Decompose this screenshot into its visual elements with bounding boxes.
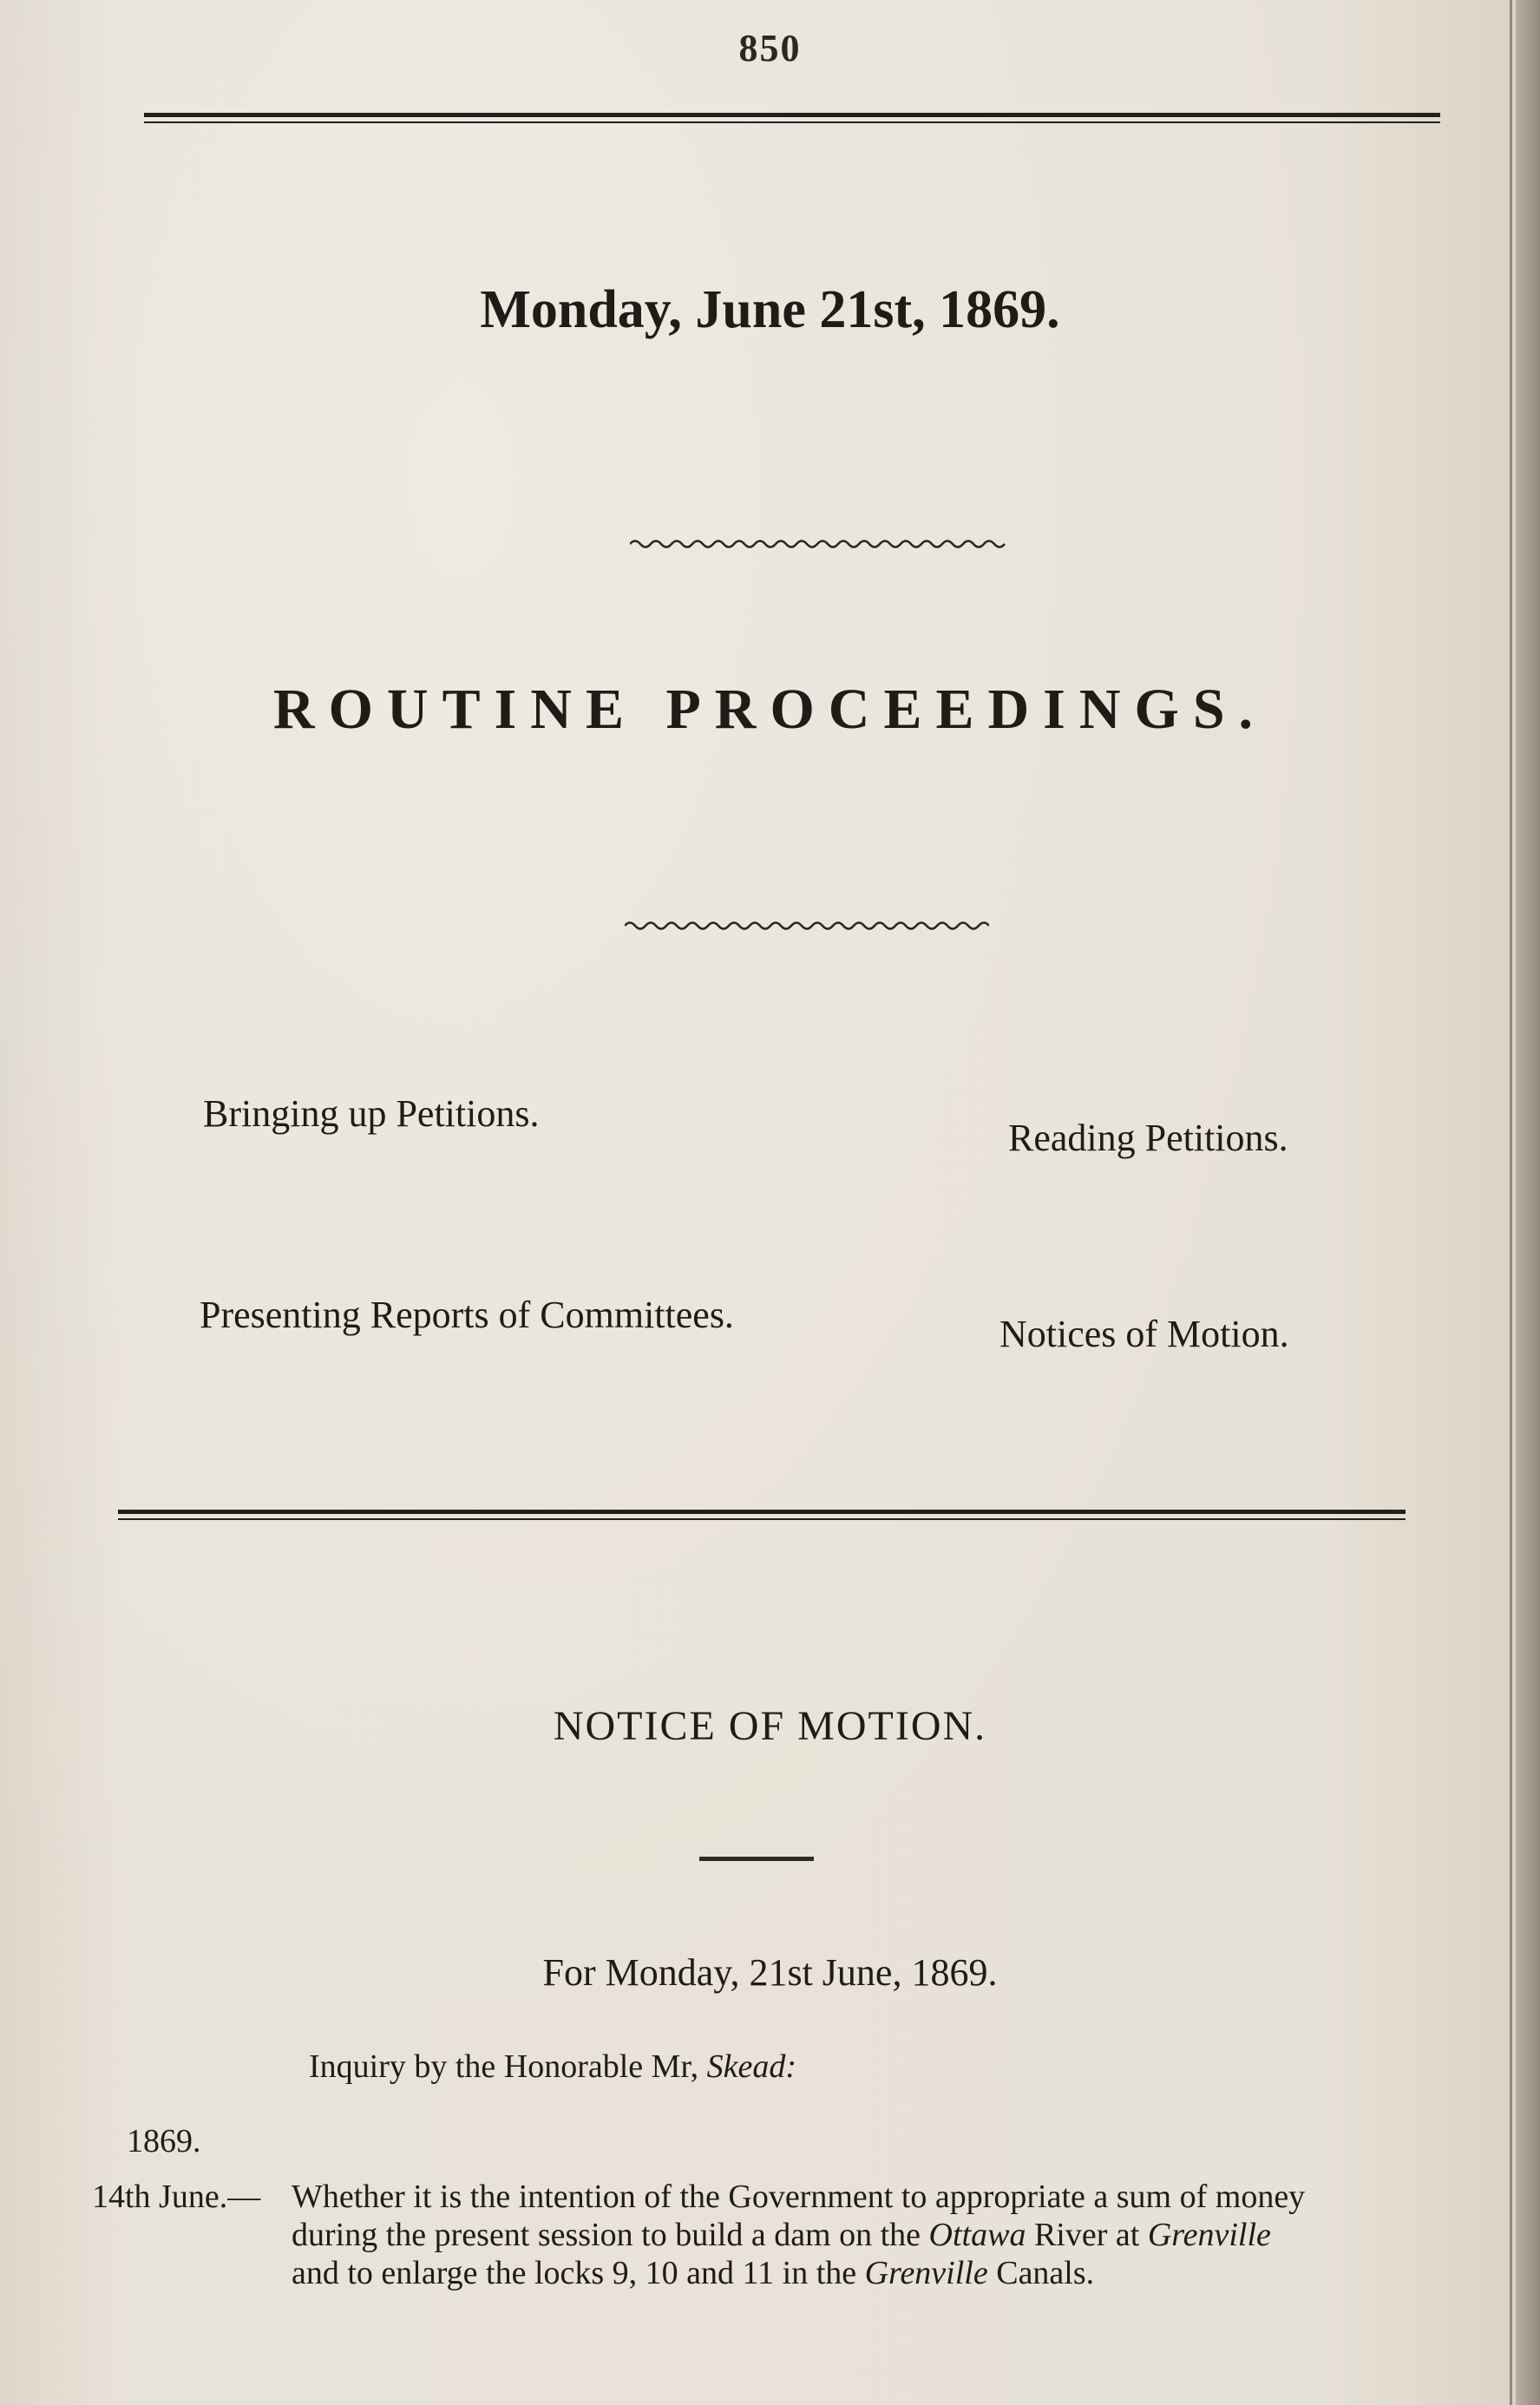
wavy-divider-middle: [625, 918, 989, 934]
entry-line-1: Whether it is the intention of the Government to appropriate a sum of money: [292, 2179, 1306, 2215]
notice-of-motion-title: NOTICE OF MOTION.: [553, 1703, 987, 1749]
routine-proceedings-title: ROUTINE PROCEEDINGS.: [272, 678, 1268, 741]
item-reading-petitions: Reading Petitions.: [1008, 1117, 1288, 1159]
entry-place: Grenville: [1147, 2217, 1271, 2253]
entry-year: 1869.: [127, 2123, 201, 2159]
top-double-rule: [144, 113, 1440, 125]
item-bringing-up-petitions: Bringing up Petitions.: [203, 1092, 540, 1135]
entry-line-3: [292, 2254, 1411, 2292]
entry-line-2b-text: River at: [1033, 2217, 1140, 2253]
date-heading: Monday, June 21st, 1869.: [480, 280, 1060, 339]
page-edge-shadow: [1516, 0, 1540, 2405]
short-rule: [699, 1857, 814, 1861]
inquiry-member: Skead:: [706, 2048, 796, 2085]
entry-canal: Grenville: [864, 2255, 988, 2291]
item-presenting-reports: Presenting Reports of Committees.: [200, 1294, 734, 1336]
page-edge-line: [1510, 0, 1512, 2405]
entry-line-3-text: and to enlarge the locks 9, 10 and 11 in the: [292, 2255, 857, 2291]
inquiry-line: [309, 2048, 796, 2086]
entry-body: [292, 2178, 1411, 2292]
entry-line-3b-text: Canals.: [996, 2255, 1095, 2291]
item-notices-of-motion: Notices of Motion.: [999, 1313, 1289, 1355]
entry-line-2-text: during the present session to build a dam on the: [292, 2217, 921, 2253]
notice-date-heading: For Monday, 21st June, 1869.: [542, 1951, 998, 1994]
inquiry-prefix: Inquiry by the Honorable Mr,: [309, 2048, 699, 2085]
entry-river: Ottawa: [928, 2217, 1026, 2253]
wavy-divider-top: [630, 536, 1008, 552]
entry-line-2: [292, 2216, 1411, 2254]
entry-date: 14th June.—: [92, 2179, 261, 2215]
page-number: 850: [738, 27, 802, 69]
middle-double-rule: [118, 1510, 1406, 1522]
